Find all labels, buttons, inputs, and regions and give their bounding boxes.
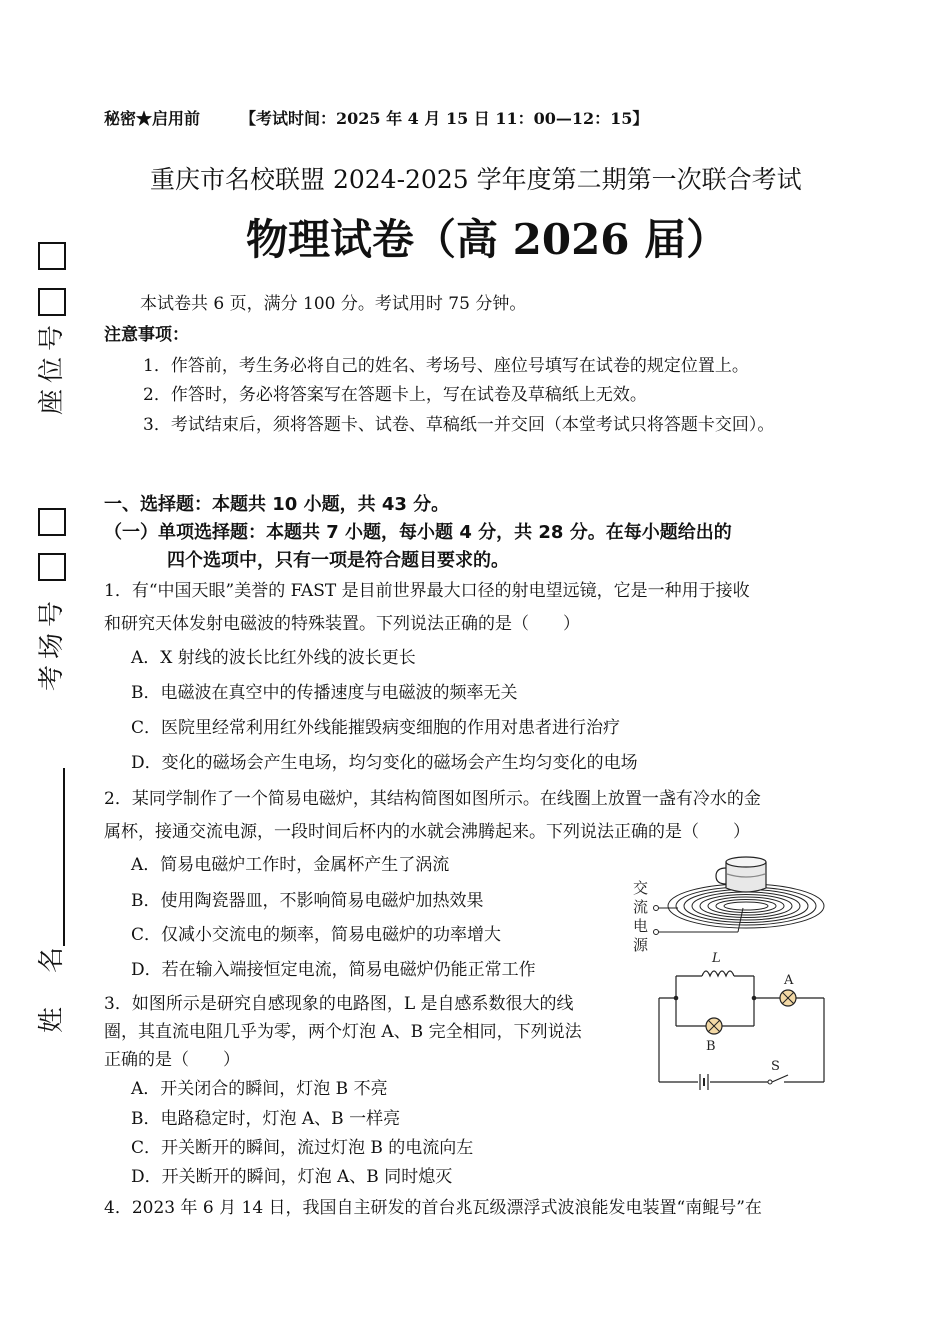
room-box-2 — [38, 553, 66, 581]
question-1-option-c: C．医院里经常利用红外线能摧毁病变细胞的作用对患者进行治疗 — [131, 718, 621, 738]
name-label: 名 姓 — [36, 946, 67, 1034]
name-write-line — [63, 768, 65, 946]
section-heading: 一、选择题：本题共 10 小题，共 43 分。 — [104, 494, 450, 515]
question-2-option-b: B．使用陶瓷器皿，不影响简易电磁炉加热效果 — [131, 891, 484, 911]
question-1-stem: 1．有“中国天眼”美誉的 FAST 是目前世界最大口径的射电望远镜，它是一种用于接收 — [104, 581, 750, 601]
notice-item: 1．作答前，考生务必将自己的姓名、考场号、座位号填写在试卷的规定位置上。 — [143, 356, 749, 376]
question-1-option-d: D．变化的磁场会产生电场，均匀变化的磁场会产生均匀变化的电场 — [131, 753, 638, 773]
lamp-b-label: B — [706, 1039, 716, 1054]
intro-text: 本试卷共 6 页，满分 100 分。考试用时 75 分钟。 — [140, 294, 527, 314]
question-3-option-b: B．电路稳定时，灯泡 A、B 一样亮 — [131, 1109, 401, 1129]
question-3-stem-cont: 正确的是（ ） — [104, 1050, 240, 1070]
exam-title: 重庆市名校联盟 2024-2025 学年度第二期第一次联合考试 — [150, 165, 802, 194]
figure-label-ac: 流 — [633, 898, 649, 916]
question-1-stem-cont: 和研究天体发射电磁波的特殊装置。下列说法正确的是（ ） — [104, 614, 580, 634]
exam-time: 【考试时间：2025 年 4 月 15 日 11：00—12：15】 — [240, 109, 649, 128]
notice-item: 3．考试结束后，须将答题卡、试卷、草稿纸一并交回（本堂考试只将答题卡交回）。 — [143, 415, 775, 435]
subsection-heading: （一）单项选择题：本题共 7 小题，每小题 4 分，共 28 分。在每小题给出的 — [104, 522, 732, 543]
question-3-option-a: A．开关闭合的瞬间，灯泡 B 不亮 — [131, 1079, 388, 1099]
figure-label-ac: 电 — [633, 917, 649, 935]
figure-label-ac: 交 — [633, 879, 649, 897]
room-box-1 — [38, 508, 66, 536]
question-3-option-d: D．开关断开的瞬间，灯泡 A、B 同时熄灭 — [131, 1167, 453, 1187]
paper-title: 物理试卷（高 2026 届） — [246, 215, 729, 264]
induction-cooker-figure — [628, 846, 828, 961]
question-3-stem-cont: 圈，其直流电阻几乎为零，两个灯泡 A、B 完全相同，下列说法 — [104, 1022, 582, 1042]
question-2-stem: 2．某同学制作了一个简易电磁炉，其结构简图如图所示。在线圈上放置一盏有冷水的金 — [104, 789, 761, 809]
figure-label-ac: 源 — [633, 936, 649, 954]
question-2-stem-cont: 属杯，接通交流电源，一段时间后杯内的水就会沸腾起来。下列说法正确的是（ ） — [104, 822, 750, 842]
question-2-option-c: C．仅减小交流电的频率，简易电磁炉的功率增大 — [131, 925, 502, 945]
lamp-a-label: A — [784, 973, 794, 988]
confidential-label: 秘密★启用前 — [104, 109, 201, 128]
subsection-heading-cont: 四个选项中，只有一项是符合题目要求的。 — [167, 550, 509, 571]
self-inductance-circuit-figure — [654, 946, 830, 1091]
question-1-option-b: B．电磁波在真空中的传播速度与电磁波的频率无关 — [131, 683, 518, 703]
switch-label: S — [771, 1059, 780, 1074]
question-4-stem: 4．2023 年 6 月 14 日，我国自主研发的首台兆瓦级漂浮式波浪能发电装置“南鲲号”在 — [104, 1198, 762, 1218]
question-3-option-c: C．开关断开的瞬间，流过灯泡 B 的电流向左 — [131, 1138, 474, 1158]
seat-box-1 — [38, 242, 66, 270]
question-1-option-a: A．X 射线的波长比红外线的波长更长 — [131, 648, 416, 668]
question-2-option-d: D．若在输入端接恒定电流，简易电磁炉仍能正常工作 — [131, 960, 536, 980]
notice-item: 2．作答时，务必将答案写在答题卡上，写在试卷及草稿纸上无效。 — [143, 385, 647, 405]
inductor-label: L — [712, 951, 721, 966]
seat-number-label: 号 位 座 — [36, 324, 67, 416]
question-3-stem: 3．如图所示是研究自感现象的电路图，L 是自感系数很大的线 — [104, 994, 574, 1014]
seat-box-2 — [38, 288, 66, 316]
room-number-label: 号 场 考 — [36, 600, 67, 692]
notice-heading: 注意事项： — [104, 325, 189, 345]
question-2-option-a: A．简易电磁炉工作时，金属杯产生了涡流 — [131, 855, 450, 875]
